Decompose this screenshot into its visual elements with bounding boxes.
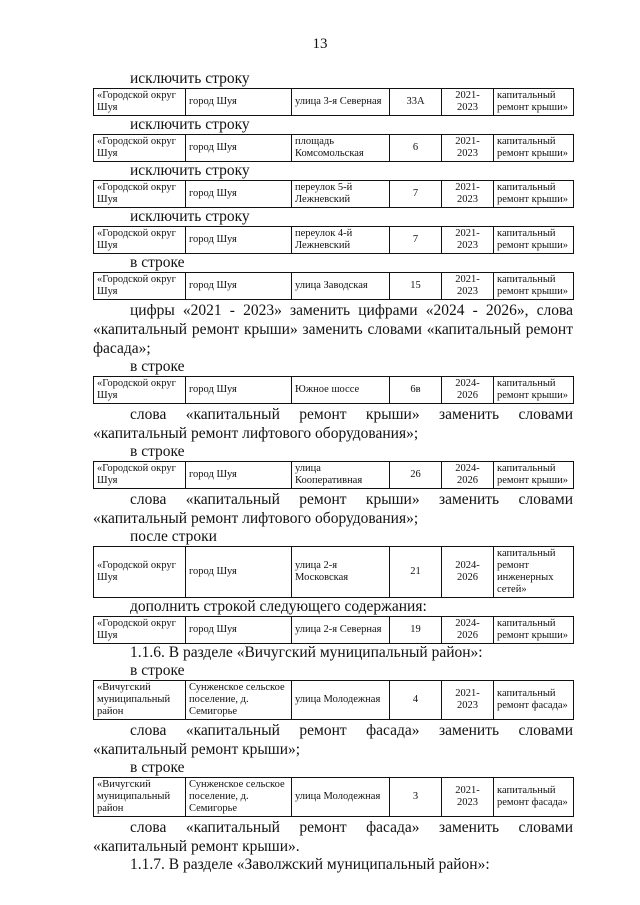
cell-settlement: город Шуя [186, 377, 292, 404]
cell-work-type: капитальный ремонт крыши» [494, 273, 574, 300]
cell-municipality: «Городской округ Шуя [94, 377, 186, 404]
cell-street: улица 2-я Северная [292, 617, 390, 644]
instruction-label: исключить строку [130, 70, 250, 87]
cell-work-type: капитальный ремонт крыши» [494, 135, 574, 162]
document-body [93, 70, 573, 874]
cell-period: 2021-2023 [442, 89, 494, 116]
cell-work-type: капитальный ремонт крыши» [494, 617, 574, 644]
cell-work-type: капитальный ремонт фасада» [494, 681, 574, 720]
cell-work-type: капитальный ремонт крыши» [494, 181, 574, 208]
cell-work-type: капитальный ремонт крыши» [494, 377, 574, 404]
address-table-row [93, 461, 574, 489]
cell-municipality: «Городской округ Шуя [94, 273, 186, 300]
instruction-label: исключить строку [130, 162, 250, 179]
address-table-row [93, 616, 574, 644]
cell-municipality: «Городской округ Шуя [94, 547, 186, 598]
cell-municipality: «Городской округ Шуя [94, 181, 186, 208]
cell-street: улица 3-я Северная [292, 89, 390, 116]
instruction-label: в строке [130, 662, 185, 679]
amendment-text: слова «капитальный ремонт фасада» заменить словами «капитальный ремонт крыши»; [93, 722, 573, 758]
amendment-text: слова «капитальный ремонт фасада» заменить словами «капитальный ремонт крыши». [93, 819, 573, 855]
cell-work-type: капитальный ремонт крыши» [494, 462, 574, 489]
cell-house-number: 6 [390, 135, 442, 162]
cell-period: 2024-2026 [442, 617, 494, 644]
instruction-label: в строке [130, 759, 185, 776]
cell-period: 2021-2023 [442, 181, 494, 208]
cell-settlement: город Шуя [186, 227, 292, 254]
cell-municipality: «Городской округ Шуя [94, 227, 186, 254]
cell-house-number: 7 [390, 181, 442, 208]
cell-work-type: капитальный ремонт крыши» [494, 89, 574, 116]
amendment-text: слова «капитальный ремонт крыши» заменить словами «капитальный ремонт лифтового оборудования»; [93, 491, 573, 527]
cell-street: Южное шоссе [292, 377, 390, 404]
cell-house-number: 6в [390, 377, 442, 404]
cell-period: 2024-2026 [442, 462, 494, 489]
cell-settlement: город Шуя [186, 547, 292, 598]
cell-house-number: 19 [390, 617, 442, 644]
cell-municipality: «Городской округ Шуя [94, 89, 186, 116]
cell-settlement: город Шуя [186, 181, 292, 208]
cell-settlement: город Шуя [186, 89, 292, 116]
cell-settlement: город Шуя [186, 135, 292, 162]
cell-street: переулок 5-й Лежневский [292, 181, 390, 208]
address-table-row [93, 777, 574, 817]
cell-period: 2021-2023 [442, 273, 494, 300]
cell-period: 2021-2023 [442, 681, 494, 720]
cell-street: улица Молодежная [292, 681, 390, 720]
cell-house-number: 3 [390, 778, 442, 817]
cell-period: 2021-2023 [442, 778, 494, 817]
page-number: 13 [312, 36, 328, 52]
cell-municipality: «Вичугский муниципальный район [94, 778, 186, 817]
cell-period: 2024-2026 [442, 377, 494, 404]
address-table-row [93, 680, 574, 720]
cell-municipality: «Городской округ Шуя [94, 617, 186, 644]
amendment-text: слова «капитальный ремонт крыши» заменить словами «капитальный ремонт лифтового оборудования»; [93, 406, 573, 442]
address-table-row [93, 88, 574, 116]
cell-settlement: город Шуя [186, 462, 292, 489]
cell-municipality: «Городской округ Шуя [94, 462, 186, 489]
cell-period: 2021-2023 [442, 135, 494, 162]
cell-street: переулок 4-й Лежневский [292, 227, 390, 254]
instruction-label: после строки [130, 528, 217, 545]
section-heading: 1.1.6. В разделе «Вичугский муниципальный район»: [130, 644, 483, 661]
cell-house-number: 26 [390, 462, 442, 489]
cell-settlement: Сунженское сельское поселение, д. Семигорье [186, 681, 292, 720]
cell-house-number: 4 [390, 681, 442, 720]
instruction-label: в строке [130, 254, 185, 271]
cell-work-type: капитальный ремонт инженерных сетей» [494, 547, 574, 598]
cell-municipality: «Городской округ Шуя [94, 135, 186, 162]
cell-settlement: город Шуя [186, 273, 292, 300]
cell-municipality: «Вичугский муниципальный район [94, 681, 186, 720]
cell-street: улица Кооперативная [292, 462, 390, 489]
cell-work-type: капитальный ремонт фасада» [494, 778, 574, 817]
instruction-label: в строке [130, 358, 185, 375]
address-table-row [93, 180, 574, 208]
cell-house-number: 15 [390, 273, 442, 300]
cell-house-number: 21 [390, 547, 442, 598]
instruction-label: в строке [130, 443, 185, 460]
cell-work-type: капитальный ремонт крыши» [494, 227, 574, 254]
cell-street: улица Заводская [292, 273, 390, 300]
cell-street: площадь Комсомольская [292, 135, 390, 162]
address-table-row [93, 226, 574, 254]
cell-house-number: 7 [390, 227, 442, 254]
address-table-row [93, 134, 574, 162]
address-table-row [93, 376, 574, 404]
instruction-label: исключить строку [130, 116, 250, 133]
address-table-row [93, 546, 574, 598]
cell-house-number: 33А [390, 89, 442, 116]
instruction-label: дополнить строкой следующего содержания: [130, 598, 427, 615]
amendment-text: цифры «2021 - 2023» заменить цифрами «2024 - 2026», слова «капитальный ремонт крыши» заменить словами «капитальный ремонт фасада»; [93, 302, 573, 357]
cell-period: 2021-2023 [442, 227, 494, 254]
address-table-row [93, 272, 574, 300]
cell-settlement: Сунженское сельское поселение, д. Семигорье [186, 778, 292, 817]
cell-settlement: город Шуя [186, 617, 292, 644]
section-heading: 1.1.7. В разделе «Заволжский муниципальный район»: [130, 856, 490, 873]
cell-period: 2024-2026 [442, 547, 494, 598]
cell-street: улица Молодежная [292, 778, 390, 817]
cell-street: улица 2-я Московская [292, 547, 390, 598]
instruction-label: исключить строку [130, 208, 250, 225]
